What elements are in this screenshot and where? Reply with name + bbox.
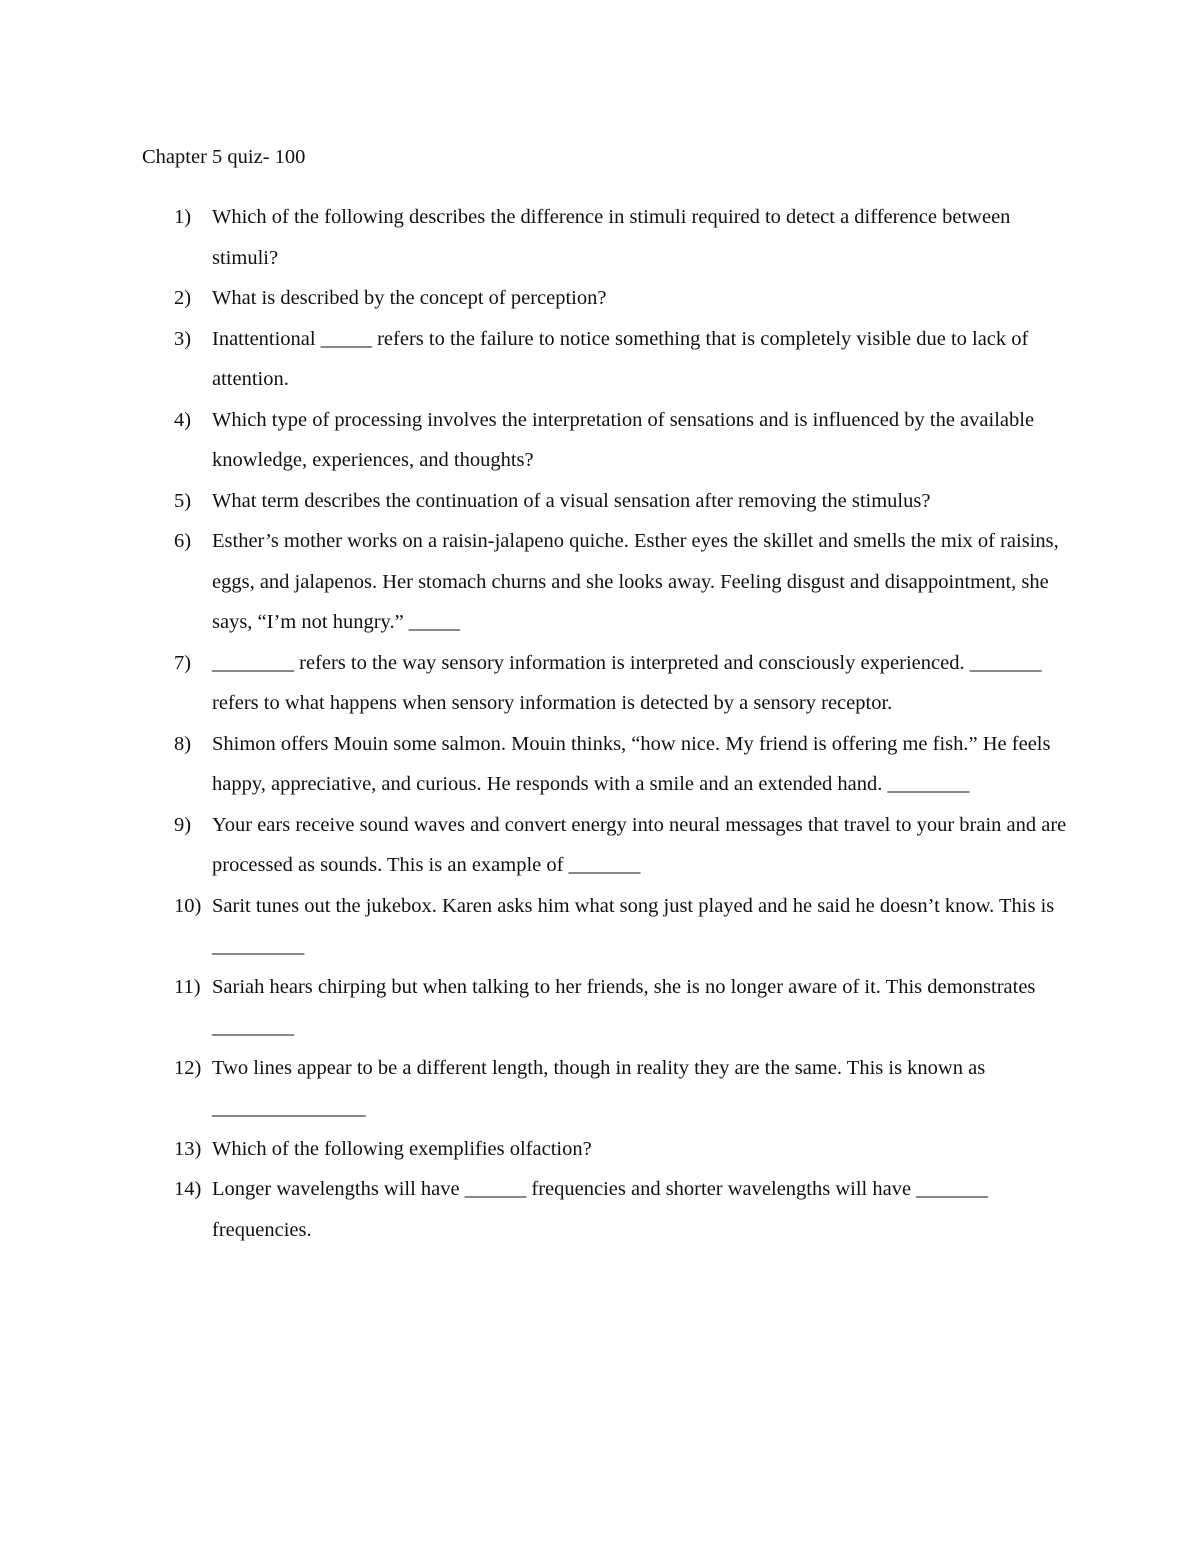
question-text: Sarit tunes out the jukebox. Karen asks him what song just played and he said he doesn’t know. This is _________ xyxy=(212,894,1055,957)
question-number: 9) xyxy=(174,813,192,836)
question-text: Longer wavelengths will have ______ frequencies and shorter wavelengths will have _______ frequencies. xyxy=(212,1178,988,1241)
question-text: Your ears receive sound waves and convert energy into neural messages that travel to your brain and are processed as sounds. This is an example of _______ xyxy=(212,813,1067,876)
question-9 xyxy=(174,805,1074,886)
question-14 xyxy=(174,1169,1074,1250)
question-number: 7) xyxy=(174,651,192,674)
question-text: What is described by the concept of perception? xyxy=(212,287,607,309)
question-text: What term describes the continuation of a visual sensation after removing the stimulus? xyxy=(212,489,931,512)
question-number: 12) xyxy=(174,1056,202,1079)
question-text: Two lines appear to be a different length, though in reality they are the same. This is known as _______________ xyxy=(212,1056,986,1119)
question-number: 14) xyxy=(174,1178,202,1200)
question-number: 11) xyxy=(174,975,201,998)
question-1 xyxy=(174,197,1074,278)
question-list xyxy=(174,197,1074,1250)
question-number: 3) xyxy=(174,327,192,350)
question-7 xyxy=(174,643,1074,724)
question-text: Which of the following describes the difference in stimuli required to detect a difference between stimuli? xyxy=(212,206,1011,269)
question-text: Esther’s mother works on a raisin-jalapeno quiche. Esther eyes the skillet and smells the mix of raisins, eggs, and jalapenos. Her stomach churns and she looks away. Feeling disgust and disappointment, she says, “I’m not hungry.” _____ xyxy=(212,530,1059,633)
question-number: 4) xyxy=(174,408,192,431)
question-11 xyxy=(174,967,1074,1048)
document-title: Chapter 5 quiz- 100 xyxy=(142,146,306,168)
question-number: 6) xyxy=(174,530,192,552)
question-number: 8) xyxy=(174,732,192,755)
question-number: 10) xyxy=(174,894,202,917)
question-number: 13) xyxy=(174,1137,202,1160)
question-5 xyxy=(174,481,1074,522)
question-12 xyxy=(174,1048,1074,1129)
question-10 xyxy=(174,886,1074,967)
question-8 xyxy=(174,724,1074,805)
question-text: Shimon offers Mouin some salmon. Mouin thinks, “how nice. My friend is offering me fish.” He feels happy, appreciative, and curious. He responds with a smile and an extended hand. ________ xyxy=(212,732,1051,795)
question-6 xyxy=(174,521,1074,643)
question-text: Sariah hears chirping but when talking to her friends, she is no longer aware of it. This demonstrates ________ xyxy=(212,975,1036,1038)
question-number: 5) xyxy=(174,489,192,512)
question-number: 2) xyxy=(174,287,192,309)
question-text: Which of the following exemplifies olfaction? xyxy=(212,1137,592,1160)
question-13 xyxy=(174,1129,1074,1170)
question-text: Which type of processing involves the interpretation of sensations and is influenced by the available knowledge, experiences, and thoughts? xyxy=(212,408,1035,471)
question-4 xyxy=(174,400,1074,481)
question-text: ________ refers to the way sensory information is interpreted and consciously experienced. _______ refers to what happens when sensory information is detected by a sensory receptor. xyxy=(212,651,1042,714)
question-text: Inattentional _____ refers to the failure to notice something that is completely visible due to lack of attention. xyxy=(212,327,1029,390)
question-3 xyxy=(174,319,1074,400)
question-2 xyxy=(174,278,1074,319)
question-number: 1) xyxy=(174,206,192,228)
